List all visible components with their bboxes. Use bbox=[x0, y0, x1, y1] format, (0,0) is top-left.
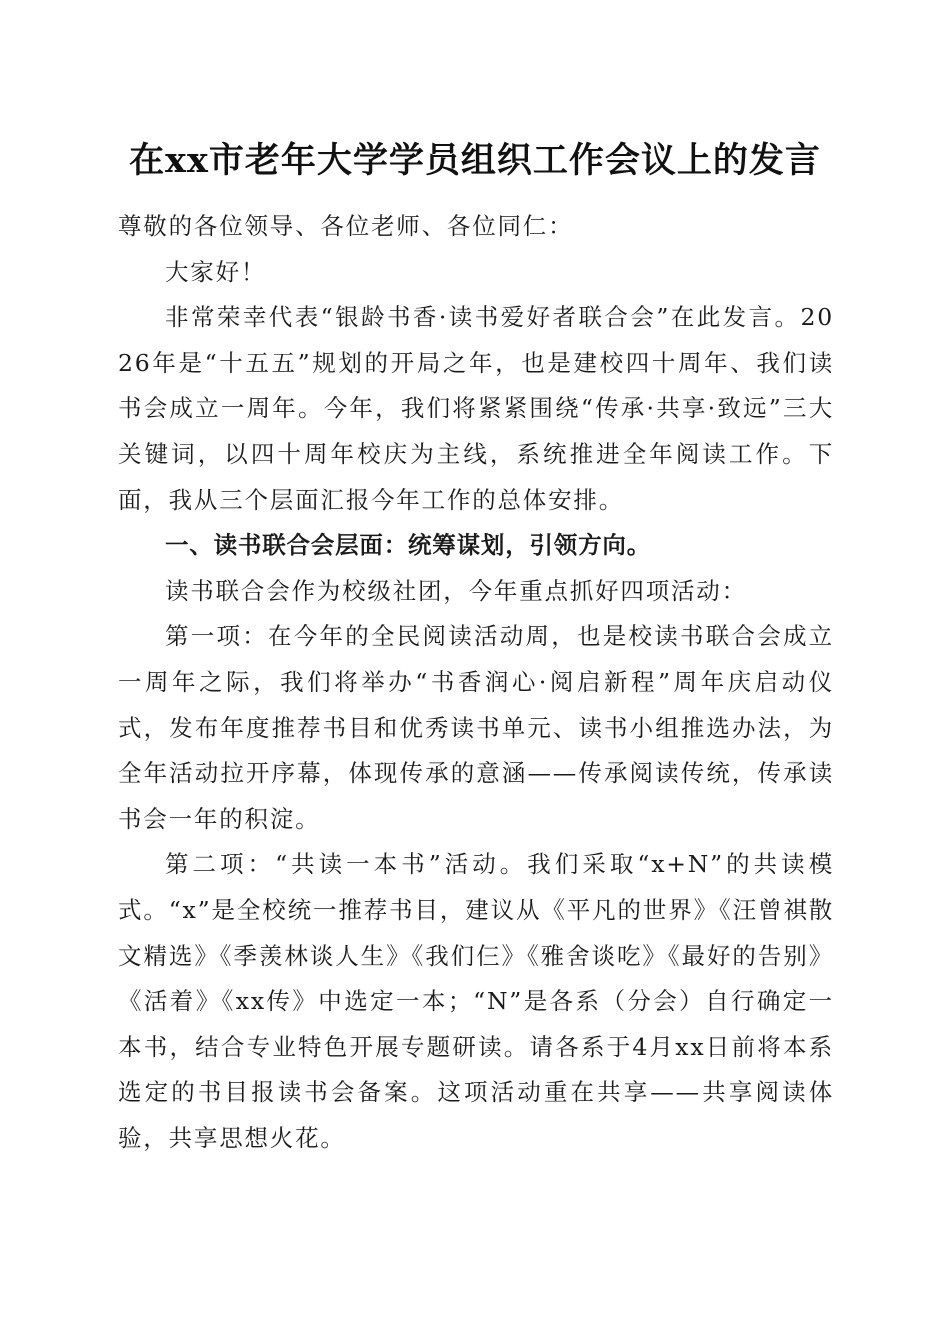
salutation: 尊敬的各位领导、各位老师、各位同仁： bbox=[118, 212, 574, 240]
section-heading-1: 一、读书联合会层面：统筹谋划，引领方向。 bbox=[165, 531, 651, 560]
document-body bbox=[118, 204, 834, 1161]
document-title: 在xx市老年大学学员组织工作会议上的发言 bbox=[129, 140, 821, 181]
paragraph-section-intro: 读书联合会作为校级社团，今年重点抓好四项活动： bbox=[165, 576, 747, 605]
greeting: 大家好！ bbox=[165, 257, 267, 286]
paragraph-intro: 非常荣幸代表“银龄书香·读书爱好者联合会”在此发言。2026年是“十五五”规划的开局之年，也是建校四十周年、我们读书会成立一周年。今年，我们将紧紧围绕“传承·共享·致远”三大关键词，以四十周年校庆为主线，系统推进全年阅读工作。下面，我从三个层面汇报今年工作的总体安排。 bbox=[118, 303, 834, 514]
paragraph-item-2: 第二项：“共读一本书”活动。我们采取“x+N”的共读模式。“x”是全校统一推荐书目，建议从《平凡的世界》《汪曾祺散文精选》《季羡林谈人生》《我们仨》《雅舍谈吃》《最好的告别》《活着》《xx传》中选定一本；“N”是各系（分会）自行确定一本书，结合专业特色开展专题研读。请各系于4月xx日前将本系选定的书目报读书会备案。这项活动重在共享——共享阅读体验，共享思想火花。 bbox=[118, 850, 834, 1152]
paragraph-item-1: 第一项：在今年的全民阅读活动周，也是校读书联合会成立一周年之际，我们将举办“书香润心·阅启新程”周年庆启动仪式，发布年度推荐书目和优秀读书单元、读书小组推选办法，为全年活动拉开序幕，体现传承的意涵——传承阅读传统，传承读书会一年的积淀。 bbox=[118, 622, 834, 833]
